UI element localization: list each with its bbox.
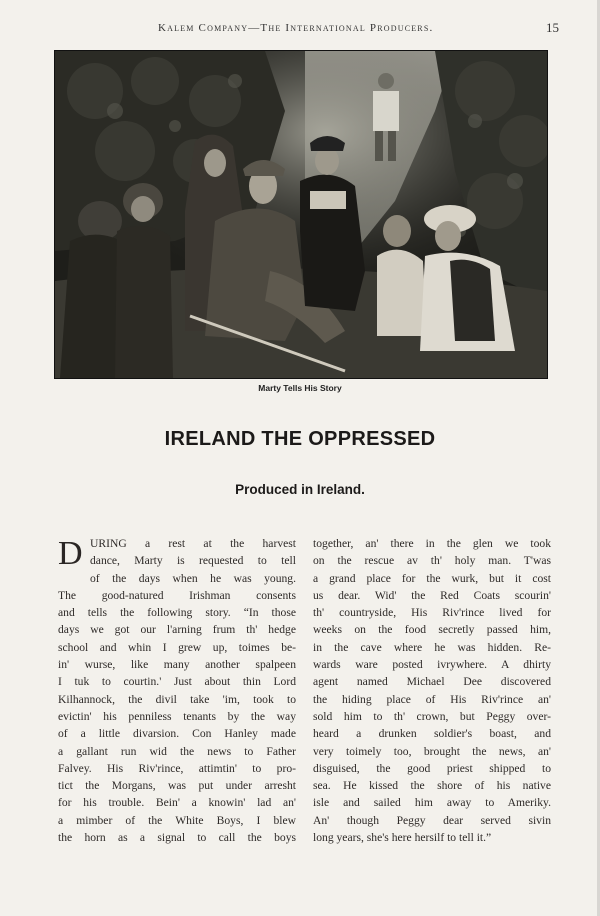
body-line: I tuk to courtin.' Just about thin Lord: [58, 675, 296, 689]
body-line: for his trouble. Bein' a knowin' lad an': [58, 796, 296, 810]
drop-cap: D: [58, 535, 83, 572]
body-line: th' countryside, His Riv'rince lived for: [313, 606, 551, 620]
body-line: long years, she's here hersilf to tell it.”: [313, 831, 492, 845]
film-still-illustration: [55, 51, 547, 378]
article-column-left: [58, 535, 296, 846]
photo-caption: Marty Tells His Story: [258, 383, 342, 393]
body-line: disguised, the good priest shipped to: [313, 761, 551, 775]
body-line: sold him to th' crown, but Peggy over-: [313, 709, 551, 723]
article-column-right: [313, 535, 551, 846]
body-line: heard a drunken soldier's boast, and: [313, 727, 551, 741]
running-head-title: Kalem Company—The International Producers.: [158, 22, 434, 34]
body-line: in' wurse, like many another spalpeen: [58, 658, 296, 672]
body-line: of a little divarsion. Con Hanley made: [58, 727, 296, 741]
body-line: in the cave where he was hidden. Re-: [313, 640, 551, 654]
body-line: us dear. Wid' the Red Coats scourin': [313, 588, 551, 602]
body-line: isle and sailed him away to Ameriky.: [313, 796, 551, 810]
body-line: Kilhannock, the divil take 'im, took to: [58, 692, 296, 706]
body-line: weeks on the food secretly passed him,: [313, 623, 551, 637]
article-headline: IRELAND THE OPPRESSED: [164, 428, 436, 450]
body-line: Falvey. His Riv'rince, attimtin' to pro-: [58, 761, 296, 775]
body-line: sea. He kissed the shore of his native: [313, 779, 551, 793]
body-line: URING a rest at the harvest: [90, 537, 296, 550]
body-line: days we got our l'arning frum th' hedge: [58, 623, 296, 637]
page-number: 15: [546, 20, 559, 35]
body-line: of the days when he was young.: [90, 571, 296, 585]
body-line: dance, Marty is requested to tell: [90, 554, 296, 568]
film-still-photo: [55, 51, 547, 378]
body-line: a grand place for the wurk, but it cost: [313, 571, 551, 585]
body-line: school and whin I grew up, toimes be-: [58, 640, 296, 654]
body-line: very toimely too, brought the news, an': [313, 744, 551, 758]
body-line: a mimber of the White Boys, I blew: [58, 813, 296, 827]
body-line: the horn as a signal to call the boys: [58, 831, 296, 845]
body-line: An' though Peggy dear served sivin: [313, 813, 551, 827]
article-subhead: Produced in Ireland.: [235, 482, 365, 497]
body-line: together, an' there in the glen we took: [313, 537, 551, 550]
body-line: agent named Michael Dee discovered: [313, 675, 551, 689]
body-line: a gallant run wid the news to Father: [58, 744, 296, 758]
body-line: on the rescue av th' holy man. T'was: [313, 554, 551, 568]
body-line: and tells the following story. “In those: [58, 606, 296, 620]
body-line: tict the Morgans, was put under arresht: [58, 779, 296, 793]
body-line: wards ware posted ivrywhere. A dhirty: [313, 658, 551, 672]
body-line: The good-natured Irishman consents: [58, 588, 296, 602]
body-line: the hiding place of His Riv'rince an': [313, 692, 551, 706]
body-line: evictin' his penniless tenants by the way: [58, 709, 296, 723]
running-head: [0, 22, 600, 42]
